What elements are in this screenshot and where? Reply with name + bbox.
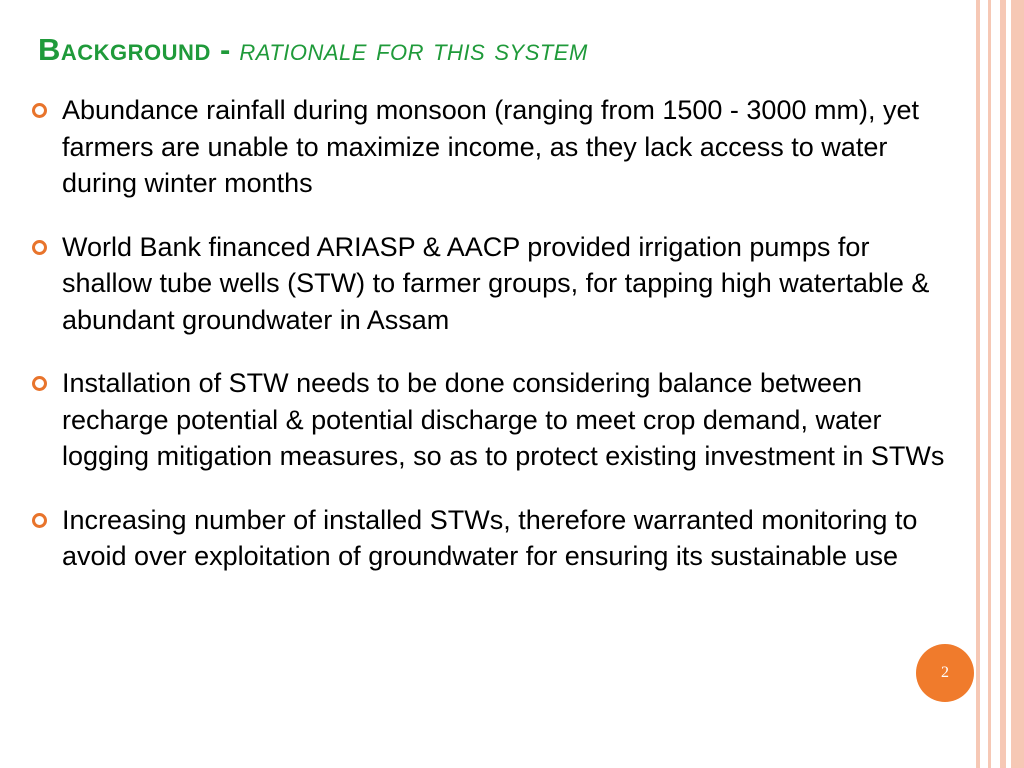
slide-title-main: Background - <box>38 32 231 67</box>
stripe-gap <box>991 0 1000 768</box>
bullet-ring-icon <box>32 103 47 118</box>
bullet-item <box>30 92 955 202</box>
bullet-text: Increasing number of installed STWs, therefore warranted monitoring to avoid over exploitation of groundwater for ensuring its sustainable use <box>62 504 918 571</box>
bullet-list <box>30 92 955 602</box>
bullet-item <box>30 502 955 575</box>
stripe <box>1011 0 1024 768</box>
bullet-ring-icon <box>32 240 47 255</box>
stripe-gap <box>980 0 988 768</box>
bullet-item <box>30 365 955 475</box>
bullet-text: Installation of STW needs to be done considering balance between recharge potential & potential discharge to meet crop demand, water logging mitigation measures, so as to protect existing investment in STWs <box>62 368 945 471</box>
page-number: 2 <box>941 664 949 681</box>
page-number-badge <box>916 644 974 702</box>
slide-title <box>38 30 588 70</box>
bullet-text: Abundance rainfall during monsoon (ranging from 1500 - 3000 mm), yet farmers are unable to maximize income, as they lack access to water during winter months <box>62 95 919 198</box>
decorative-stripes <box>976 0 1024 768</box>
bullet-ring-icon <box>32 376 47 391</box>
bullet-ring-icon <box>32 513 47 528</box>
bullet-item <box>30 229 955 339</box>
slide-title-sub: rationale for this system <box>239 32 588 67</box>
bullet-text: World Bank financed ARIASP & AACP provided irrigation pumps for shallow tube wells (STW) to farmer groups, for tapping high watertable & abundant groundwater in Assam <box>62 231 930 335</box>
